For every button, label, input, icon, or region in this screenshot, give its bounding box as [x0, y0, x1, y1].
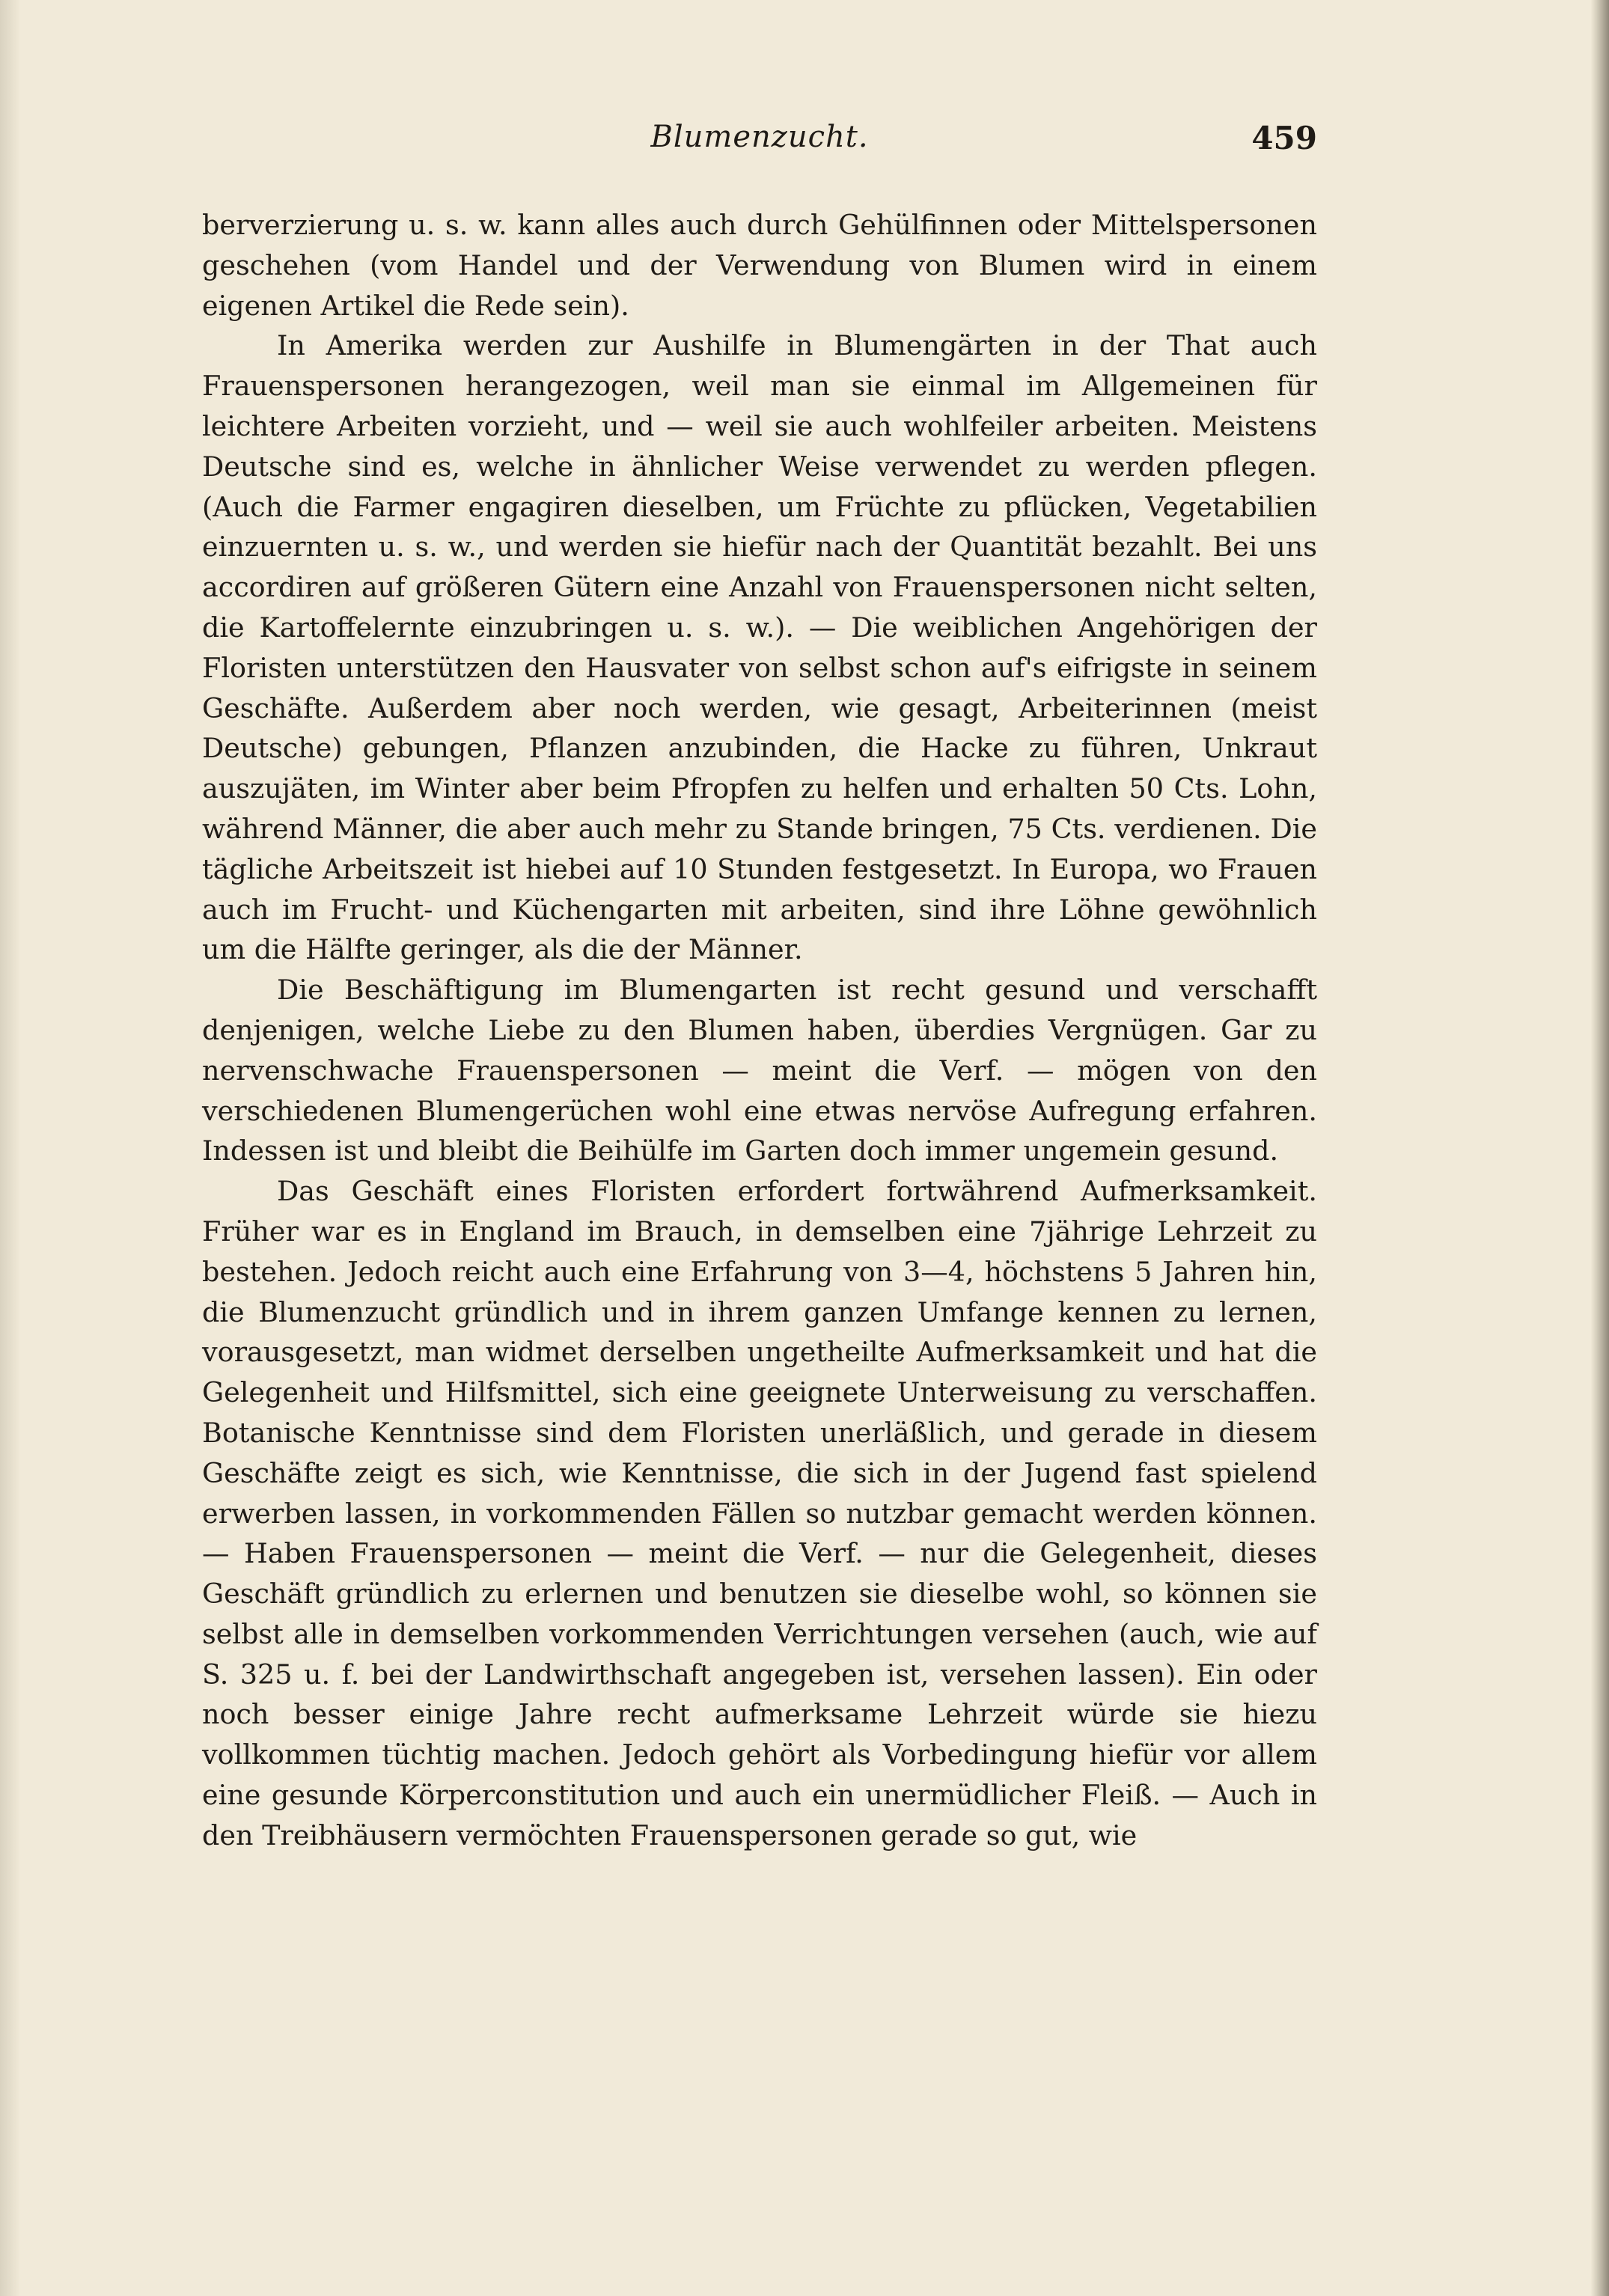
page-header [202, 120, 1317, 172]
page-number: 459 [1251, 120, 1317, 156]
paragraph-2: In Amerika werden zur Aushilfe in Blumengärten in der That auch Frauenspersonen herangezogen, weil man sie einmal im Allgemeinen für leichtere Arbeiten vorzieht, und — weil sie auch wohlfeiler arbeiten. Meistens Deutsche sind es, welche in ähnlicher Weise verwendet zu werden pflegen. (Auch die Farmer engagiren dieselben, um Früchte zu pflücken, Vegetabilien einzuernten u. s. w., und werden sie hiefür nach der Quantität bezahlt. Bei uns accordiren auf größeren Gütern eine Anzahl von Frauenspersonen nicht selten, die Kartoffelernte einzubringen u. s. w.). — Die weiblichen Angehörigen der Floristen unterstützen den Hausvater von selbst schon auf's eifrigste in seinem Geschäfte. Außerdem aber noch werden, wie gesagt, Arbeiterinnen (meist Deutsche) gebungen, Pflanzen anzubinden, die Hacke zu führen, Unkraut auszujäten, im Winter aber beim Pfropfen zu helfen und erhalten 50 Cts. Lohn, während Männer, die aber auch mehr zu Stande bringen, 75 Cts. verdienen. Die tägliche Arbeitszeit ist hiebei auf 10 Stunden festgesetzt. In Europa, wo Frauen auch im Frucht- und Küchengarten mit arbeiten, sind ihre Löhne gewöhnlich um die Hälfte geringer, als die der Männer. [202, 329, 1317, 966]
running-head: Blumenzucht. [650, 120, 869, 154]
page-edge-left [0, 0, 19, 2296]
paragraph-3: Die Beschäftigung im Blumengarten ist recht gesund und verschafft denjenigen, welche Liebe zu den Blumen haben, überdies Vergnügen. Gar zu nervenschwache Frauenspersonen — meint die Verf. — mögen von den verschiedenen Blumengerüchen wohl eine etwas nervöse Aufregung erfahren. Indessen ist und bleibt die Beihülfe im Garten doch immer ungemein gesund. [202, 974, 1317, 1167]
body-text [202, 205, 1317, 1856]
paragraph-1: berverzierung u. s. w. kann alles auch durch Gehülfinnen oder Mittelspersonen geschehen (vom Handel und der Verwendung von Blumen wird in einem eigenen Artikel die Rede sein). [202, 209, 1317, 322]
page-edge-right [1591, 0, 1609, 2296]
paragraph-4: Das Geschäft eines Floristen erfordert fortwährend Aufmerksamkeit. Früher war es in England im Brauch, in demselben eine 7jährige Lehrzeit zu bestehen. Jedoch reicht auch eine Erfahrung von 3—4, höchstens 5 Jahren hin, die Blumenzucht gründlich und in ihrem ganzen Umfange kennen zu lernen, vorausgesetzt, man widmet derselben ungetheilte Aufmerksamkeit und hat die Gelegenheit und Hilfsmittel, sich eine geeignete Unterweisung zu verschaffen. Botanische Kenntnisse sind dem Floristen unerläßlich, und gerade in diesem Geschäfte zeigt es sich, wie Kenntnisse, die sich in der Jugend fast spielend erwerben lassen, in vorkommenden Fällen so nutzbar gemacht werden können. — Haben Frauenspersonen — meint die Verf. — nur die Gelegenheit, dieses Geschäft gründlich zu erlernen und benutzen sie dieselbe wohl, so können sie selbst alle in demselben vorkommenden Verrichtungen versehen (auch, wie auf S. 325 u. f. bei der Landwirthschaft angegeben ist, versehen lassen). Ein oder noch besser einige Jahre recht aufmerksame Lehrzeit würde sie hiezu vollkommen tüchtig machen. Jedoch gehört als Vorbedingung hiefür vor allem eine gesunde Körperconstitution und auch ein unermüdlicher Fleiß. — Auch in den Treibhäusern vermöchten Frauenspersonen gerade so gut, wie [202, 1175, 1317, 1851]
